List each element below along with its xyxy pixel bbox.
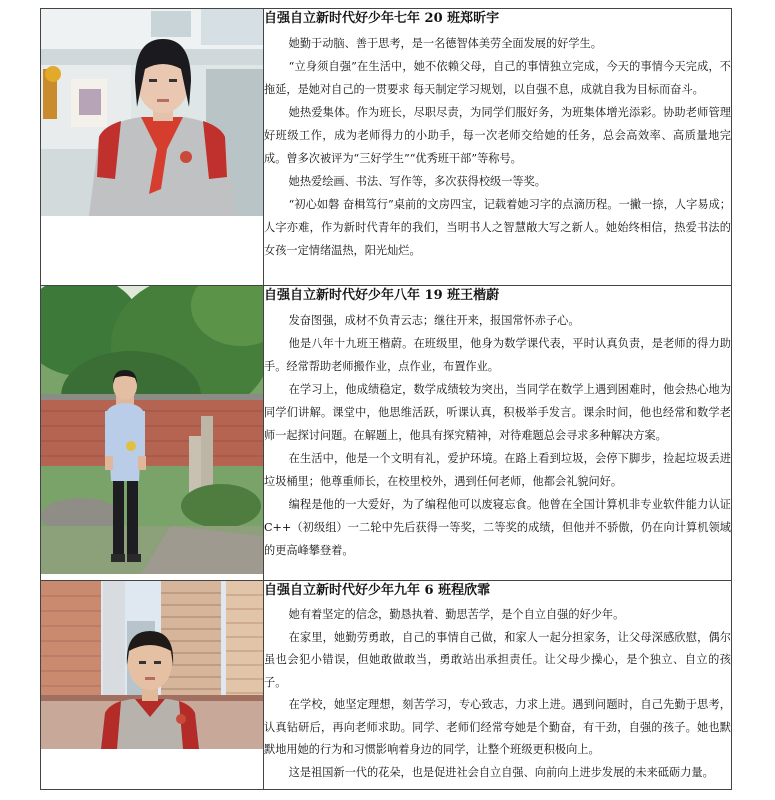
student-photo [41, 286, 263, 574]
paragraph: 他是八年十九班王楷蔚。在班级里，他身为数学课代表，平时认真负责，是老师的得力助手。经常帮助老师搬作业，点作业，布置作业。 [264, 337, 731, 373]
paragraph: 这是祖国新一代的花朵，也是促进社会自立自强、向前向上进步发展的未来砥砺力量。 [288, 765, 714, 779]
profile-row [41, 9, 732, 286]
student-title: 自强自立新时代好少年八年 19 班王楷蔚 [264, 288, 500, 303]
paragraph: “初心如磐 奋楫笃行”桌前的文房四宝，记载着她习字的点滴历程。一撇一捺，人字易成；人字亦难，作为新时代青年的我们，当明书人之智慧敞大写之新人。她始终相信，热爱书法的女孩一定情绪温热，阳光灿烂。 [264, 198, 731, 257]
photo-portrait-girl-balcony [41, 581, 263, 749]
profile-row [41, 286, 732, 581]
photo-portrait-girl-classroom [41, 9, 263, 216]
student-photo [41, 9, 263, 216]
student-title: 自强自立新时代好少年七年 20 班郑昕宇 [264, 11, 500, 26]
profiles-table [40, 8, 732, 790]
paragraph: 她热爱集体。作为班长，尽职尽责，为同学们服好务，为班集体增光添彩。协助老师管理好班级工作，成为老师得力的小助手，每一次老师交给她的任务，总会高效率、高质量地完成。曾多次被评为“三好学生”“优秀班干部”等称号。 [264, 106, 731, 165]
paragraph: 发奋图强，成材不负青云志；继往开来，报国常怀赤子心。 [288, 314, 580, 327]
student-title: 自强自立新时代好少年九年 6 班程欣霏 [264, 583, 491, 598]
profile-row [41, 581, 732, 790]
profile-text-cell [264, 581, 732, 790]
photo-cell [41, 286, 264, 581]
paragraph: 在家里，她勤劳勇敢，自己的事情自己做，和家人一起分担家务，让父母深感欣慰，偶尔虽也会犯小错误，但她敢做敢当，勇敢站出承担责任。让父母少操心，是个独立、自立的孩子。 [264, 630, 731, 689]
profile-text-cell [264, 9, 732, 286]
paragraph: 编程是他的一大爱好，为了编程他可以废寝忘食。他曾在全国计算机非专业软件能力认证 C++（初级组）一二轮中先后获得一等奖，二等奖的成绩，但他并不骄傲，仍在向计算机领域的更高峰攀登着。 [264, 498, 731, 557]
profile-text-cell [264, 286, 732, 581]
paragraph: 在学校，她坚定理想，刻苦学习，专心致志，力求上进。遇到问题时，自己先勤于思考，认真钻研后，再向老师求助。同学、老师们经常夸她是个勤奋，有干劲，自强的孩子。她也默默地用她的行为和习惯影响着身边的同学，让整个班级更积极向上。 [264, 698, 731, 756]
photo-boy-standing-garden [41, 286, 263, 574]
paragraph: “立身须自强”在生活中，她不依赖父母，自己的事情独立完成，今天的事情今天完成，不拖延，是她对自己的一贯要求 每天制定学习规划，以自强不息，成就自我为目标而奋斗。 [264, 60, 731, 96]
photo-cell [41, 581, 264, 790]
photo-cell [41, 9, 264, 286]
paragraph: 她勤于动脑、善于思考，是一名德智体美劳全面发展的好学生。 [288, 37, 602, 50]
paragraph: 在生活中，他是一个文明有礼，爱护环境。在路上看到垃圾，会停下脚步，捡起垃圾丢进垃圾桶里；他尊重师长，在校里校外，遇到任何老师，他都会礼貌问好。 [264, 452, 731, 488]
paragraph: 在学习上，他成绩稳定，数学成绩较为突出，当同学在数学上遇到困难时，他会热心地为同学们讲解。课堂中，他思维活跃，听课认真，积极举手发言。课余时间，他也经常和数学老师一起探讨问题。在解题上，他具有探究精神，对待难题总会寻求多种解决方案。 [264, 383, 731, 442]
student-photo [41, 581, 263, 749]
paragraph: 她热爱绘画、书法、写作等，多次获得校级一等奖。 [288, 175, 546, 188]
paragraph: 她有着坚定的信念，勤恳执着、勤思苦学，是个自立自强的好少年。 [288, 608, 625, 621]
